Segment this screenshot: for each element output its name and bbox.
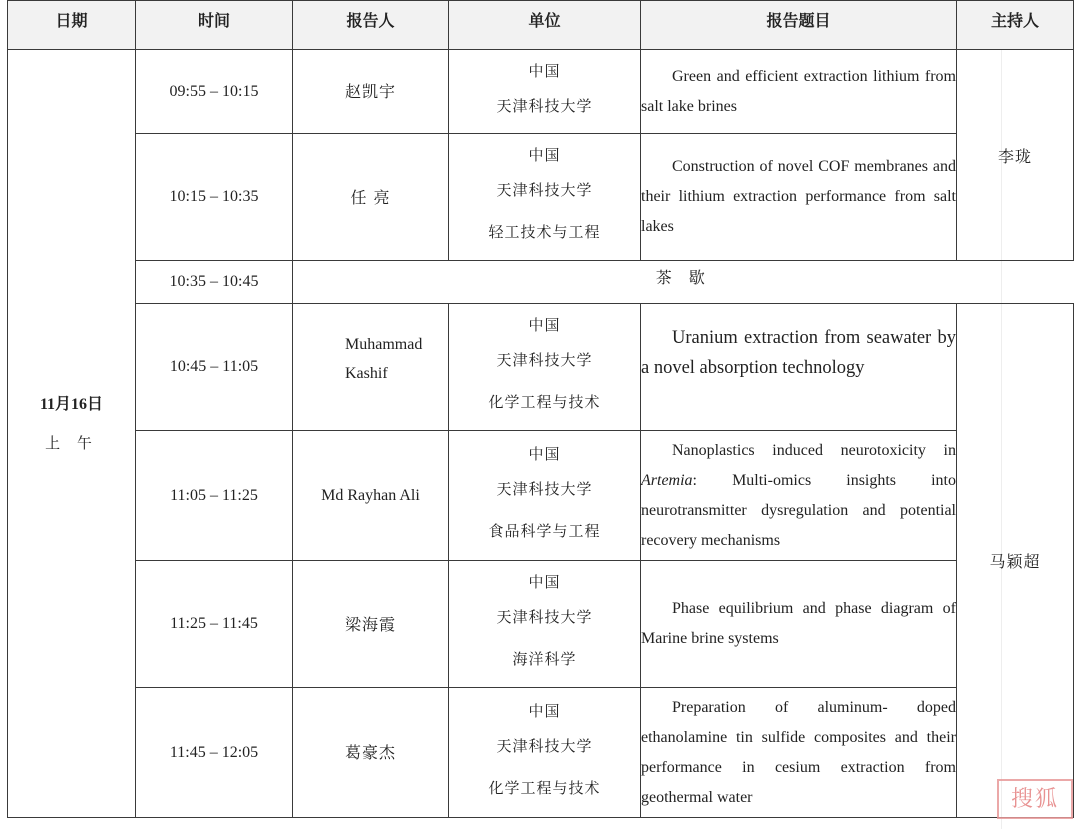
time-cell: 10:45 – 11:05 — [136, 304, 293, 431]
unit-discipline: 海洋科学 — [512, 650, 577, 668]
header-time: 时间 — [136, 1, 293, 50]
topic-text: Uranium extraction from seawater by a novel absorption technology — [641, 328, 956, 378]
speaker-cell: 梁海霞 — [293, 561, 449, 688]
unit-discipline: 食品科学与工程 — [488, 521, 601, 540]
date-line2: 上 午 — [45, 433, 98, 452]
date-line1: 11月16日 — [39, 395, 104, 413]
table-row — [8, 134, 1074, 261]
break-label: 茶 歇 — [293, 261, 1074, 304]
unit-cell — [449, 304, 641, 431]
header-topic: 报告题目 — [641, 1, 957, 50]
header-unit: 单位 — [449, 1, 641, 50]
unit-country: 中国 — [528, 61, 561, 80]
unit-cell — [449, 134, 641, 261]
topic-italic-term: Artemia — [641, 471, 693, 489]
topic-cell — [641, 561, 957, 688]
time-cell: 11:05 – 11:25 — [136, 431, 293, 561]
unit-country: 中国 — [528, 146, 561, 164]
host-cell — [957, 50, 1074, 261]
unit-university: 天津科技大学 — [496, 96, 593, 115]
unit-cell — [449, 50, 641, 134]
topic-text: Construction of novel COF membranes and their lithium extraction performance from salt lakes — [641, 158, 956, 235]
topic-cell — [641, 431, 957, 561]
table-row — [8, 304, 1074, 431]
topic-text: Phase equilibrium and phase diagram of Marine brine systems — [641, 600, 956, 647]
unit-university: 天津科技大学 — [496, 608, 593, 626]
unit-discipline: 化学工程与技术 — [488, 778, 601, 797]
schedule-table — [7, 0, 1074, 818]
unit-university: 天津科技大学 — [496, 479, 593, 498]
speaker-cell: 赵凯宇 — [293, 50, 449, 134]
unit-country: 中国 — [528, 316, 561, 334]
speaker-cell — [293, 304, 449, 431]
topic-text: Preparation of aluminum- doped ethanolamine tin sulfide composites and their performance in cesium extraction from geothermal water — [641, 698, 956, 806]
header-speaker: 报告人 — [293, 1, 449, 50]
topic-text: Green and efficient extraction lithium from salt lake brines — [641, 67, 956, 115]
topic-cell — [641, 134, 957, 261]
unit-university: 天津科技大学 — [496, 181, 593, 199]
topic-text: Nanoplastics induced neurotoxicity in Artemia: Multi-omics insights into neurotransmitter dysregulation and potential recovery mechanisms — [641, 441, 956, 549]
unit-country: 中国 — [528, 701, 561, 720]
table-row — [8, 688, 1074, 818]
table-row — [8, 431, 1074, 561]
host-name: 马颖超 — [989, 552, 1041, 571]
topic-cell — [641, 50, 957, 134]
break-time: 10:35 – 10:45 — [136, 261, 293, 304]
header-row — [8, 1, 1074, 50]
break-row — [8, 261, 1074, 304]
table-row — [8, 561, 1074, 688]
header-host: 主持人 — [957, 1, 1074, 50]
speaker-name: Muhammad Kashif — [345, 336, 423, 382]
topic-cell — [641, 688, 957, 818]
time-cell: 09:55 – 10:15 — [136, 50, 293, 134]
unit-cell — [449, 688, 641, 818]
unit-university: 天津科技大学 — [496, 351, 593, 369]
time-cell: 10:15 – 10:35 — [136, 134, 293, 261]
date-cell — [8, 50, 136, 818]
host-name: 李珑 — [997, 146, 1032, 166]
speaker-cell: 任 亮 — [293, 134, 449, 261]
header-date: 日期 — [8, 1, 136, 50]
host-cell — [957, 304, 1074, 818]
unit-country: 中国 — [528, 573, 561, 591]
unit-discipline: 化学工程与技术 — [488, 393, 601, 411]
watermark-stamp: 搜狐 — [997, 779, 1073, 819]
unit-university: 天津科技大学 — [496, 736, 593, 755]
speaker-cell: Md Rayhan Ali — [293, 431, 449, 561]
time-cell: 11:45 – 12:05 — [136, 688, 293, 818]
speaker-cell: 葛豪杰 — [293, 688, 449, 818]
table-row — [8, 50, 1074, 134]
topic-cell — [641, 304, 957, 431]
unit-country: 中国 — [528, 444, 561, 463]
unit-cell — [449, 561, 641, 688]
unit-discipline: 轻工技术与工程 — [488, 223, 601, 241]
time-cell: 11:25 – 11:45 — [136, 561, 293, 688]
unit-cell — [449, 431, 641, 561]
